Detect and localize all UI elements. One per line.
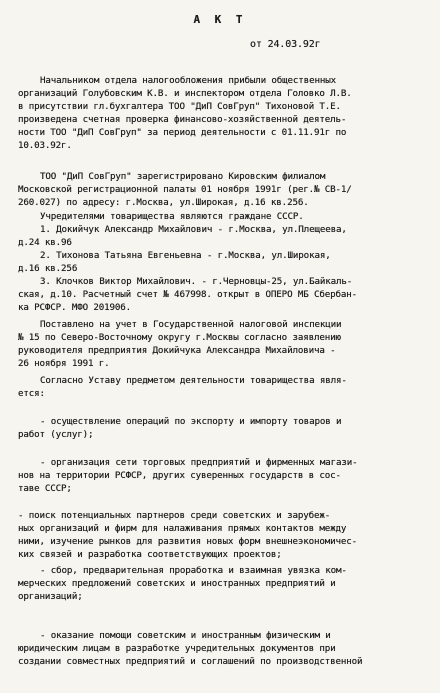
paragraph-line: ности ТОО "ДиП СовГруп" за период деятельности с 01.11.91г по: [18, 127, 347, 138]
paragraph-line: Учредителями товарищества являются граждане СССР.: [40, 211, 304, 222]
paragraph-line: руководителя предприятия Докийчука Александра Михайловича -: [18, 345, 336, 356]
document-title: А К Т: [193, 13, 247, 26]
paragraph-line: Московской регистрационной палаты 01 ноября 1991г (рег.№ СВ-1/: [18, 184, 352, 195]
activity-line: нов на территории РСФСР, других суверенных государств в сос-: [18, 470, 341, 481]
activity-line: - организация сети торговых предприятий и фирменных магази-: [40, 457, 358, 468]
activity-line: - поиск потенциальных партнеров среди советских и зарубеж-: [18, 510, 331, 521]
paragraph-line: Поставлено на учет в Государственной налоговой инспекции: [40, 319, 342, 330]
activity-line: юридическим лицам в разработке учредительных документов при: [18, 643, 336, 654]
activity-line: организаций;: [18, 591, 83, 602]
paragraph-line: ется:: [18, 388, 45, 399]
activity-line: таве СССР;: [18, 483, 72, 494]
paragraph-line: Начальником отдела налогообложения прибыли общественных: [40, 75, 336, 86]
activity-line: ними, изучение рынков для развития новых форм внешнеэкономичес-: [18, 536, 358, 547]
founder-line: ка РСФСР. МФО 201906.: [18, 302, 132, 313]
activity-line: - оказание помощи советским и иностранным физическим и: [40, 630, 331, 641]
founder-line: д.16 кв.256: [18, 263, 78, 274]
activity-line: мерческих предложений советских и иностранных предприятий и: [18, 578, 336, 589]
document-date: от 24.03.92г: [250, 39, 321, 50]
paragraph-line: Согласно Уставу предметом деятельности товарищества явля-: [40, 375, 347, 386]
activity-line: работ (услуг);: [18, 429, 94, 440]
activity-line: создании совместных предприятий и соглашений по производственной: [18, 656, 363, 667]
paragraph-line: 260.027) по адресу: г.Москва, ул.Широкая, д.16 кв.256.: [18, 197, 309, 208]
activity-line: ких связей и разработка соответствующих проектов;: [18, 549, 282, 560]
activity-line: - осуществление операций по экспорту и импорту товаров и: [40, 416, 342, 427]
paragraph-line: 26 ноября 1991 г.: [18, 358, 110, 369]
paragraph-line: 10.03.92г.: [18, 140, 72, 151]
founder-line: 1. Докийчук Александр Михайлович - г.Москва, ул.Плещеева,: [40, 224, 347, 235]
founder-line: 2. Тихонова Татьяна Евгеньевна - г.Москва, ул.Широкая,: [40, 250, 331, 261]
paragraph-line: в присутствии гл.бухгалтера ТОО "ДиП СовГруп" Тихоновой Т.Е.: [18, 101, 341, 112]
activity-line: ных организаций и фирм для налаживания прямых контактов между: [18, 523, 347, 534]
founder-line: ская, д.10. Расчетный счет № 467998. открыт в ОПЕРО МБ Сбербан-: [18, 289, 358, 300]
paragraph-line: организаций Голубовским К.В. и инспектором отдела Головко Л.В.: [18, 88, 352, 99]
founder-line: д.24 кв.96: [18, 237, 72, 248]
paragraph-line: ТОО "ДиП СовГруп" зарегистрировано Кировским филиалом: [40, 171, 326, 182]
paragraph-line: произведена счетная проверка финансово-хозяйственной деятель-: [18, 114, 347, 125]
founder-line: 3. Клочков Виктор Михайлович. - г.Черновцы-25, ул.Байкаль-: [40, 276, 353, 287]
activity-line: - сбор, предварительная проработка и взаимная увязка ком-: [40, 565, 347, 576]
paragraph-line: № 15 по Северо-Восточному округу г.Москвы согласно заявлению: [18, 332, 341, 343]
